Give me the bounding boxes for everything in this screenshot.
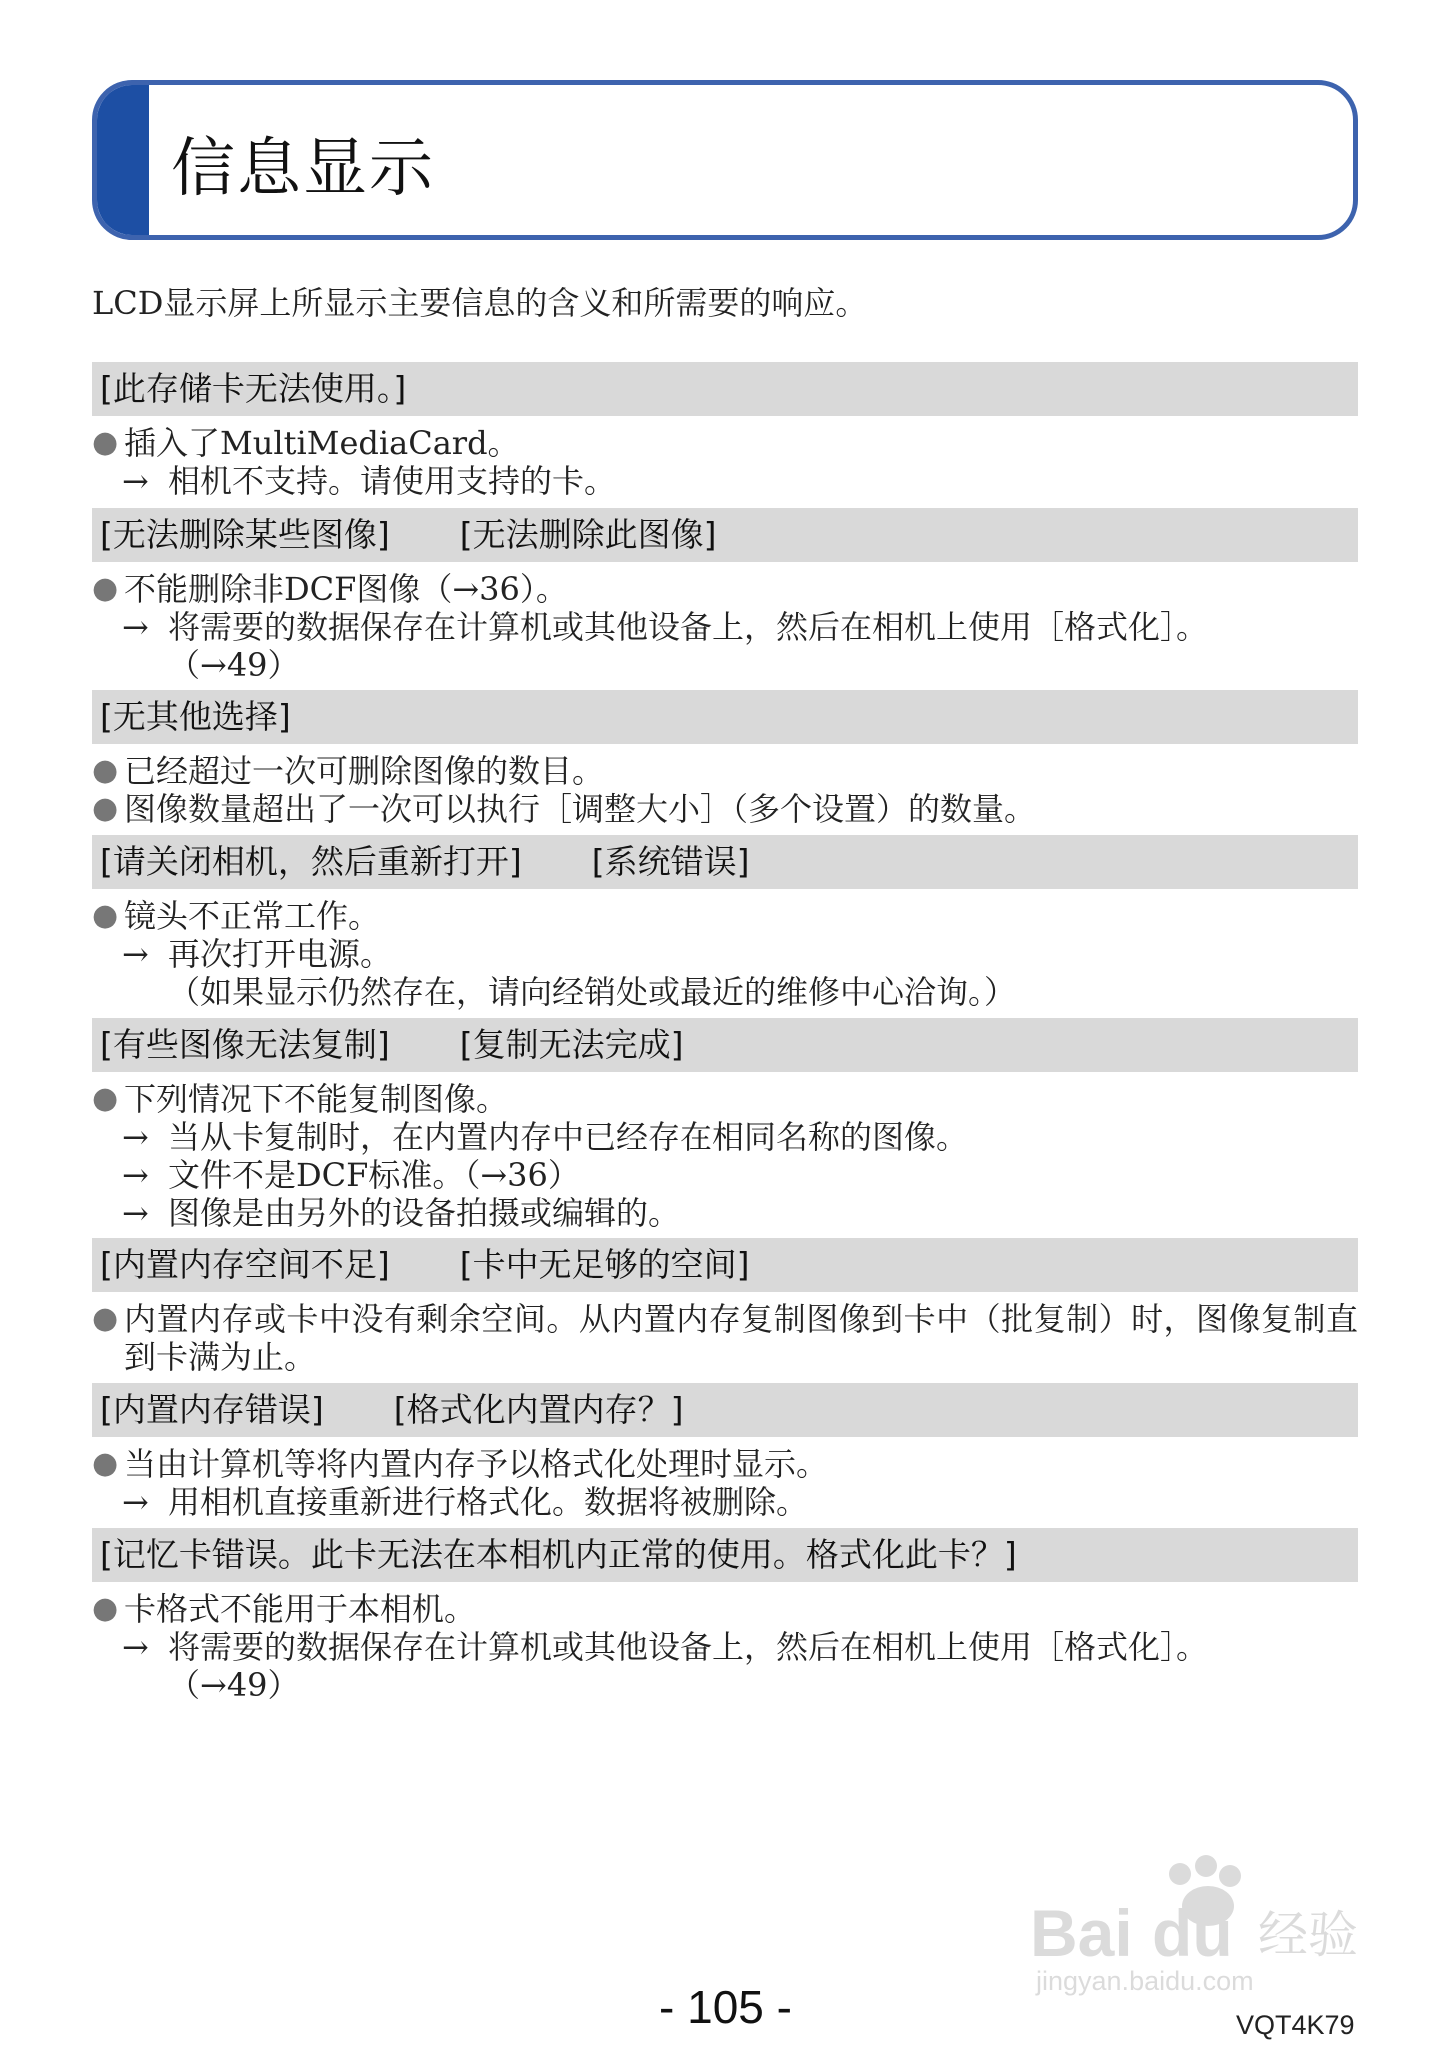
action-text: 将需要的数据保存在计算机或其他设备上，然后在相机上使用［格式化］。 [168,1628,1209,1666]
bullet-icon: ● [92,1591,119,1626]
arrow-icon: → [122,1483,149,1521]
bullet-text: 下列情况下不能复制图像。 [124,1080,509,1118]
bullet-text: 当由计算机等将内置内存予以格式化处理时显示。 [124,1445,829,1483]
message-section [92,1238,1358,1376]
section-header-label: [无法删除此图像] [459,515,717,554]
bullet-icon: ● [92,898,119,933]
svg-text:经验: 经验 [1258,1906,1358,1964]
action-text: 用相机直接重新进行格式化。数据将被删除。 [168,1483,809,1521]
bullet-item [92,1300,1358,1376]
section-header [92,508,1358,562]
arrow-icon: → [122,1194,149,1232]
action-text: 将需要的数据保存在计算机或其他设备上，然后在相机上使用［格式化］。 [168,608,1209,646]
bullet-icon: ● [92,791,119,826]
message-section [92,1383,1358,1521]
message-section [92,1018,1358,1232]
page-title: 信息显示 [171,132,435,206]
bullet-icon: ● [92,753,119,788]
bullet-text: 内置内存或卡中没有剩余空间。从内置内存复制图像到卡中（批复制）时，图像复制直到卡满为止。 [124,1300,1358,1376]
arrow-icon: → [122,1156,149,1194]
section-header-label: [记忆卡错误。此卡无法在本相机内正常的使用。格式化此卡？] [100,1535,1017,1574]
section-body [92,1445,1358,1521]
section-header [92,362,1358,416]
section-body [92,897,1358,1011]
section-header-label: [卡中无足够的空间] [459,1245,750,1284]
bullet-item [92,1445,1358,1483]
section-header-label: [此存储卡无法使用。] [100,369,407,408]
section-header-label: [无其他选择] [100,697,291,736]
section-header [92,1018,1358,1072]
action-text: 文件不是DCF标准。（→36） [168,1156,580,1194]
bullet-item [92,424,1358,462]
action-continuation: （如果显示仍然存在，请向经销处或最近的维修中心洽询。） [168,973,1017,1011]
action-item [92,935,1358,973]
section-header-label: [内置内存错误] [100,1390,324,1429]
page-number: - 105 - [659,1981,792,2033]
action-item [92,1118,1358,1156]
arrow-icon: → [122,1118,149,1156]
action-item [92,1483,1358,1521]
document-code: VQT4K79 [1236,2010,1355,2040]
section-header-label: [复制无法完成] [459,1025,684,1064]
bullet-item [92,570,1358,608]
arrow-icon: → [122,608,149,646]
bullet-text: 卡格式不能用于本相机。 [124,1590,477,1628]
section-body [92,424,1358,500]
bullet-text: 镜头不正常工作。 [124,897,381,935]
svg-text:jingyan.baidu.com: jingyan.baidu.com [1036,1966,1254,1996]
svg-text:du: du [1152,1896,1233,1970]
bullet-item [92,790,1358,828]
action-text: 图像是由另外的设备拍摄或编辑的。 [168,1194,681,1232]
section-header-label: [格式化内置内存？] [393,1390,684,1429]
bullet-text: 插入了MultiMediaCard。 [124,424,520,462]
message-section [92,362,1358,500]
bullet-icon: ● [92,571,119,606]
section-body [92,1590,1358,1704]
section-body [92,1080,1358,1232]
title-box [92,80,1358,240]
action-continuation: （→49） [168,646,300,684]
arrow-icon: → [122,1628,149,1666]
section-header-label: [系统错误] [591,842,750,881]
action-item [92,462,1358,500]
bullet-item [92,897,1358,935]
message-section [92,508,1358,684]
section-header-label: [请关闭相机，然后重新打开] [100,842,522,881]
svg-text:Bai: Bai [1030,1896,1133,1970]
arrow-icon: → [122,462,149,500]
action-item [92,1628,1358,1666]
action-continuation: （→49） [168,1666,300,1704]
bullet-icon: ● [92,1301,119,1336]
bullet-item [92,752,1358,790]
section-header [92,1238,1358,1292]
section-header [92,1528,1358,1582]
section-body [92,1300,1358,1376]
bullet-icon: ● [92,1446,119,1481]
action-item [92,608,1358,646]
action-text: 再次打开电源。 [168,935,393,973]
bullet-icon: ● [92,1081,119,1116]
title-accent-bar [97,85,149,235]
section-body [92,752,1358,828]
section-header-label: [有些图像无法复制] [100,1025,390,1064]
baidu-jingyan-watermark [1030,1848,1370,1998]
section-header [92,835,1358,889]
bullet-icon: ● [92,425,119,460]
bullet-text: 不能删除非DCF图像（→36）。 [124,570,568,608]
message-section [92,1528,1358,1704]
arrow-icon: → [122,935,149,973]
message-section [92,835,1358,1011]
section-body [92,570,1358,684]
section-header [92,690,1358,744]
bullet-text: 图像数量超出了一次可以执行［调整大小］（多个设置）的数量。 [124,790,1037,828]
action-text: 当从卡复制时，在内置内存中已经存在相同名称的图像。 [168,1118,969,1156]
action-item [92,1194,1358,1232]
section-header-label: [内置内存空间不足] [100,1245,390,1284]
bullet-text: 已经超过一次可删除图像的数目。 [124,752,605,790]
section-header [92,1383,1358,1437]
action-text: 相机不支持。请使用支持的卡。 [168,462,617,500]
bullet-item [92,1590,1358,1628]
message-section [92,690,1358,828]
intro-text: LCD显示屏上所显示主要信息的含义和所需要的响应。 [92,284,868,322]
bullet-item [92,1080,1358,1118]
section-header-label: [无法删除某些图像] [100,515,390,554]
action-item [92,1156,1358,1194]
